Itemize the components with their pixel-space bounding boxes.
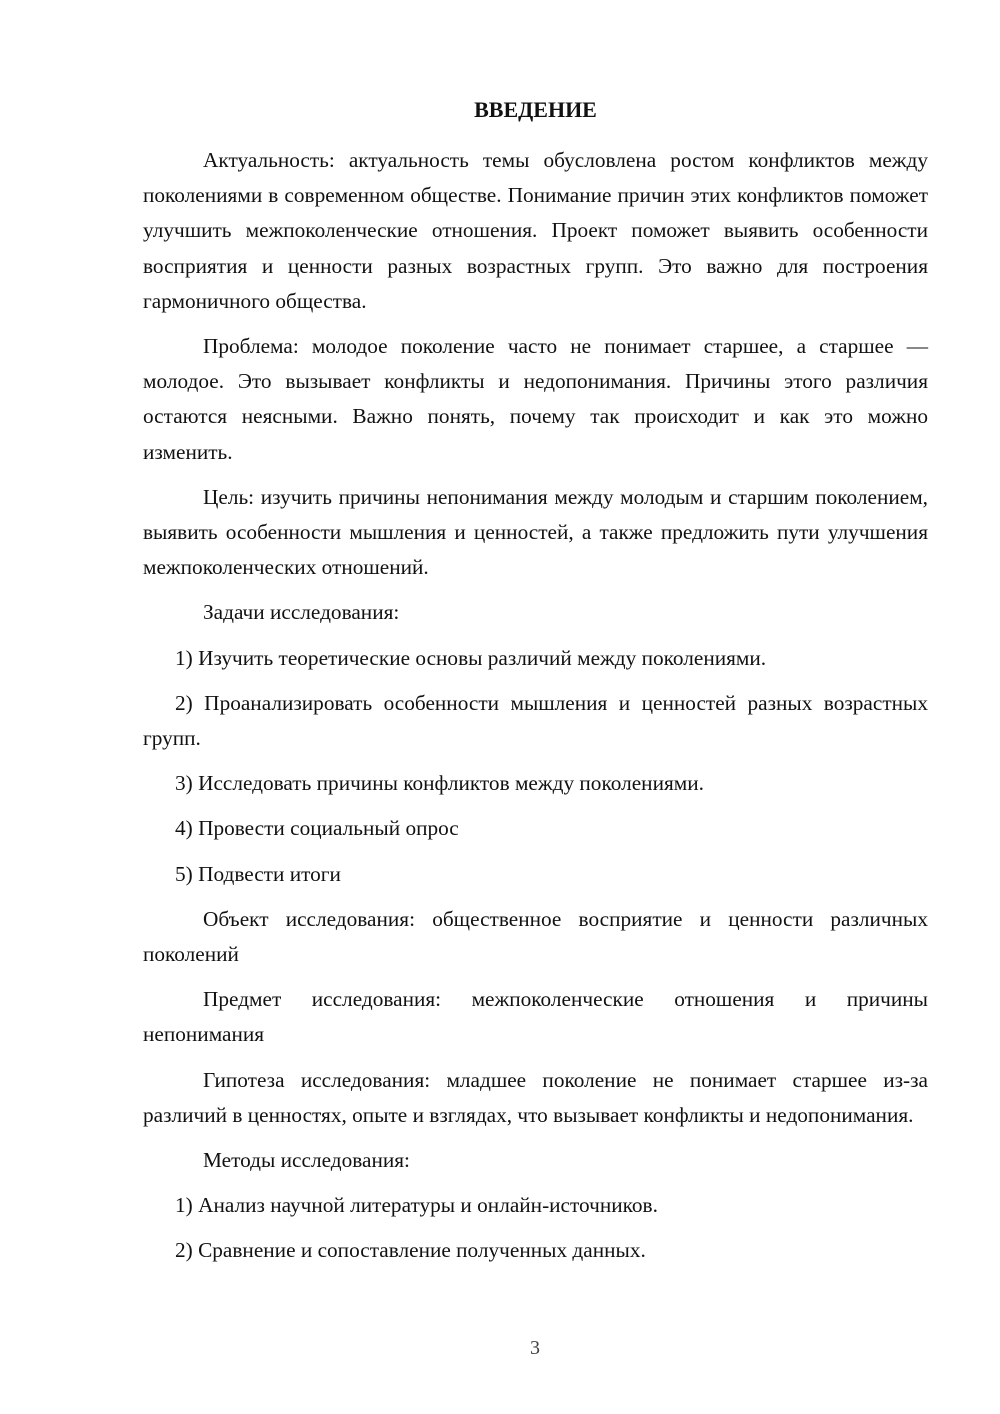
paragraph-hypothesis: Гипотеза исследования: младшее поколение не понимает старшее из-за различий в ценностях, опыте и взглядах, что вызывает конфликты и недопонимания. <box>143 1067 928 1127</box>
method-item-2: 2) Сравнение и сопоставление полученных данных. <box>175 1238 646 1263</box>
paragraph-object: Объект исследования: общественное восприятие и ценности различных поколений <box>143 906 928 967</box>
page-content <box>143 92 928 1269</box>
paragraph-problem: Проблема: молодое поколение часто не понимает старшее, а старшее — молодое. Это вызывает конфликты и недопонимания. Причины этого различия остаются неясными. Важно понять, почему так происходит и как это можно изменить. <box>143 334 928 464</box>
section-title: ВВЕДЕНИЕ <box>474 97 597 122</box>
paragraph-relevance: Актуальность: актуальность темы обусловлена ростом конфликтов между поколениями в современном обществе. Понимание причин этих конфликтов поможет улучшить межпоколенческие отношения. Проект поможет выявить особенности восприятия и ценности разных возрастных групп. Это важно для построения гармоничного общества. <box>143 148 928 313</box>
task-item-5: 5) Подвести итоги <box>175 861 341 886</box>
paragraph-methods-heading: Методы исследования: <box>203 1148 410 1173</box>
page-number: 3 <box>530 1337 540 1359</box>
task-item-3: 3) Исследовать причины конфликтов между поколениями. <box>175 771 704 796</box>
method-item-1: 1) Анализ научной литературы и онлайн-источников. <box>175 1193 658 1218</box>
paragraph-tasks-heading: Задачи исследования: <box>203 600 400 625</box>
paragraph-subject: Предмет исследования: межпоколенческие отношения и причины непонимания <box>143 987 928 1047</box>
task-item-4: 4) Провести социальный опрос <box>175 816 459 841</box>
task-item-2: 2) Проанализировать особенности мышления и ценностей разных возрастных групп. <box>143 690 928 751</box>
task-item-1: 1) Изучить теоретические основы различий между поколениями. <box>175 645 767 670</box>
paragraph-goal: Цель: изучить причины непонимания между молодым и старшим поколением, выявить особенности мышления и ценностей, а также предложить пути улучшения межпоколенческих отношений. <box>143 484 928 580</box>
